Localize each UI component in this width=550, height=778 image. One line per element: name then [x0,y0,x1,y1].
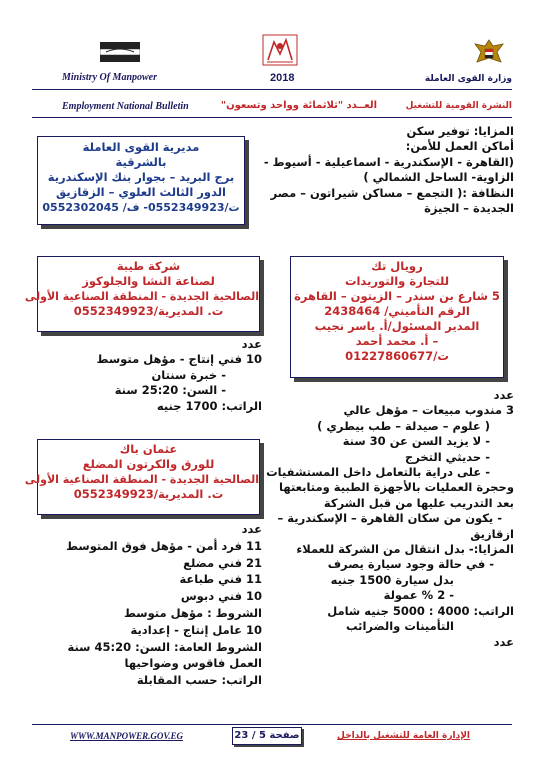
bulletin-name-en: Employment National Bulletin [62,101,189,112]
royal-tech-jobs: عدد 3 مندوب مبيعات – مؤهل عالي ( علوم – صيدلة – طب بيطري ) - لا يزيد السن عن 30 سنة - حديثي التخرج - على دراية بالتعامل داخل المستشفيات وحجرة العمليات بالأجهزة الطبية ومتابعتها بعد التدريب عليها من قبل الشركة - يكون من سكان القاهرة – الإسكندرية – ازقازيق المزايا:- بدل انتقال من الشركة للعملاء - في حالة وجود سيارة يصرف بدل سيارة 1500 جنيه - 2 % عمولة الراتب: 4000 : 5000 جنيه شامل التأمينات والضرائب عدد [266,388,514,649]
page-number-box [232,727,302,745]
bulletin-logo [262,34,298,66]
issue-year: 2018 [270,72,295,84]
footer-rule [32,724,512,725]
header-rule-top [32,89,512,90]
issue-number: العــدد "ثلاثمائة وواحد وتسعون" [220,100,378,111]
directorate-box: مديرية القوى العاملة بالشرقية برج البريد – بجوار بنك الإسكندرية الدور الثالث العلوي – الزقازيق ت/0552349923- ف/ 0552302045 [37,136,245,225]
bulletin-name-ar: النشرة القومية للتشغيل [405,101,512,111]
ministry-name-en: Ministry Of Manpower [62,72,158,83]
flag-logo [100,42,140,64]
website-link[interactable]: WWW.MANPOWER.GOV.EG [70,731,183,741]
security-cleaning-details: المزايا: توفير سكن أماكن العمل للأمن: (القاهرة - الإسكندرية - اسماعيلية - أسيوط - الزاوية- الساحل الشمالي ) النظافة :( التجمع – مساكن شيراتون – مصر الجديدة – الجيزة [263,124,514,216]
othman-pack-jobs: عدد 11 فرد أمن - مؤهل فوق المتوسط 21 فني مضلع 11 فني طباعة 10 فني دبوس الشروط : مؤهل متوسط 10 عامل إنتاج - إعدادية الشروط العامة: السن: 45:20 سنة العمل فاقوس وضواحيها الراتب: حسب المقابلة [66,522,262,688]
tayyiba-box: شركة طيبة لصناعة النشا والجلوكوز الصالحية الجديدة - المنطقة الصناعية الأولى ت. المديرية/0552349923 [37,256,260,332]
general-admin-footer: الإدارة العامة للتشغيل بالداخل [337,731,470,741]
tayyiba-jobs: عدد 10 فني إنتاج - مؤهل متوسط - خبرة سنتان - السن: 25:20 سنة الراتب: 1700 جنيه [96,337,262,413]
ministry-name-ar: وزارة القوى العاملة [424,74,512,84]
othman-pack-box: عثمان باك للورق والكرتون المضلع الصالحية الجديدة - المنطقة الصناعية الأولى ت. المديرية/0552349923 [37,439,260,515]
header-rule-bottom [32,117,512,118]
page-number: صفحة 5 / 23 [234,730,300,741]
royal-tech-box: رويال تك للتجارة والتوريدات 5 شارع بن سندر – الزيتون – القاهرة الرقم التأميني/ 2438464 المدير المسئول/أ. ياسر نجيب – أ. محمد أحمد ت/01227860677 [290,256,504,378]
egypt-eagle-emblem [471,36,507,70]
